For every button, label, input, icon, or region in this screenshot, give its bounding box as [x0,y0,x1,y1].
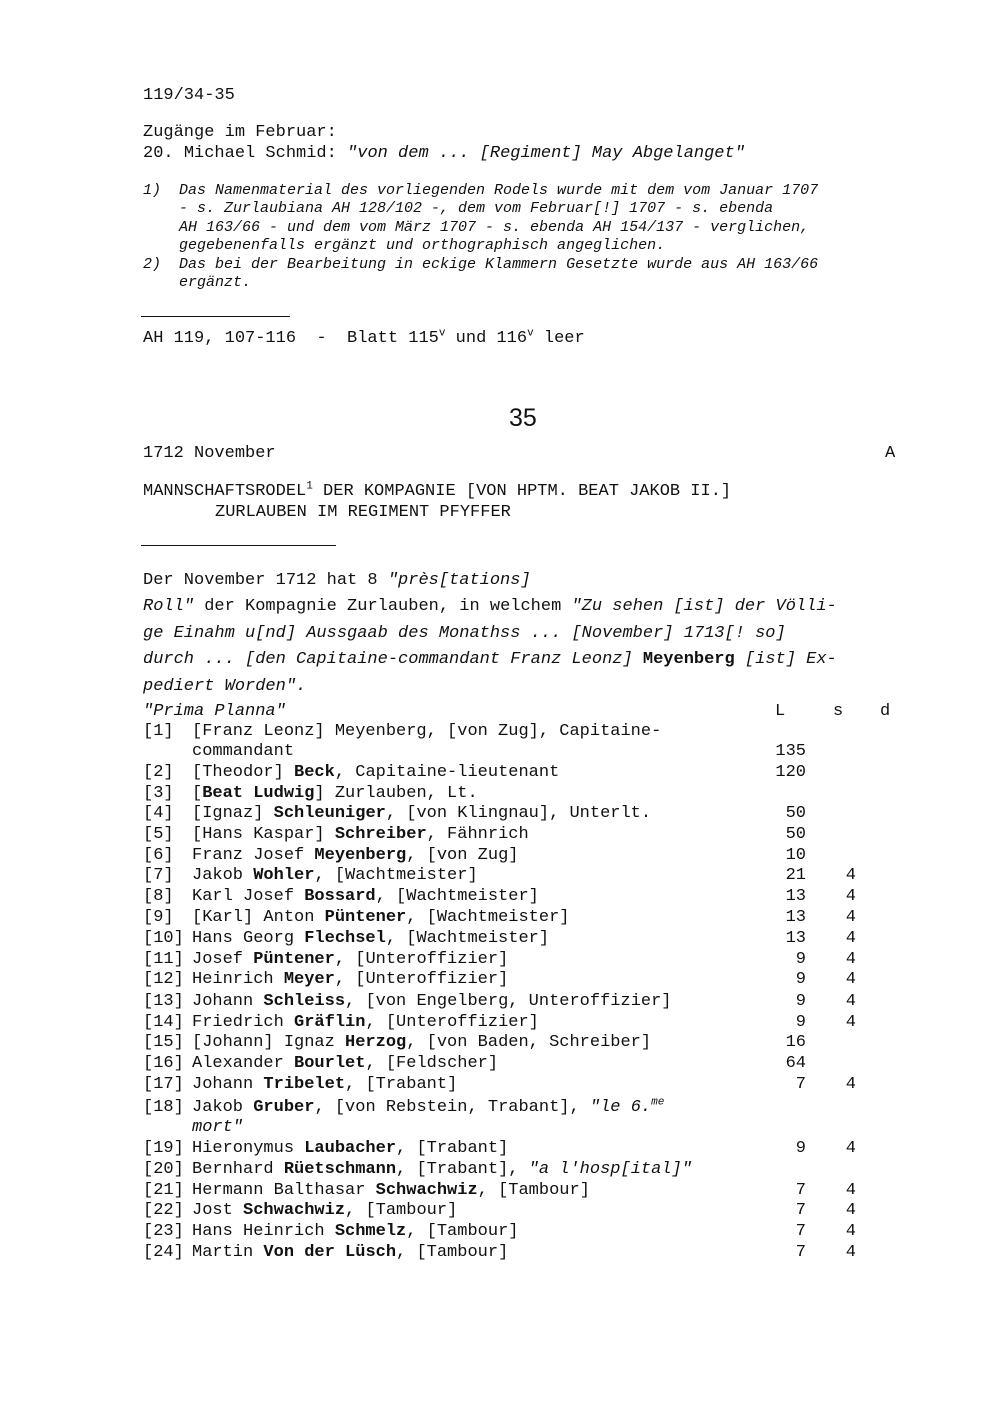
source-reference [143,329,585,348]
row-name [192,1181,590,1200]
column-header-s: s [833,702,844,721]
row-name [192,970,508,989]
row-name [192,825,529,844]
value-sols: 4 [845,929,856,948]
intro-line: ge Einahm u[nd] Aussgaab des Monathss ... [November] 1713[! so] [143,624,786,643]
value-livres: 13 [785,929,806,948]
row-text: Franz Josef [192,846,315,865]
row-remark: "le 6. [589,1098,652,1117]
value-sols: 4 [845,992,856,1011]
row-text: [ [192,784,203,803]
row-index: [17] [143,1075,184,1094]
row-index: [10] [143,929,184,948]
row-name [192,1013,539,1032]
title-text: MANNSCHAFTSRODEL [143,482,307,501]
row-index: [24] [143,1243,184,1262]
source-sup: v [438,327,446,340]
surname: Meyenberg [314,846,407,865]
value-livres: 16 [785,1033,806,1052]
row-index: [22] [143,1201,184,1220]
row-index: [16] [143,1054,184,1073]
row-text: , [Trabant] [345,1075,458,1094]
value-sols: 4 [845,950,856,969]
row-name [192,1243,508,1262]
intro-line [143,597,837,616]
intro-text: der Kompagnie Zurlauben, in welchem [194,597,572,616]
value-livres: 7 [795,1222,806,1241]
row-index: [19] [143,1139,184,1158]
row-text: , [von Baden, Schreiber] [406,1033,652,1052]
row-text: Jost [192,1201,244,1220]
value-livres: 9 [795,992,806,1011]
row-text: Jakob [192,1098,254,1117]
row-index: [12] [143,970,184,989]
value-sols: 4 [845,908,856,927]
row-text: [Ignaz] [192,804,274,823]
row-text: , Fähnrich [426,825,529,844]
intro-line [143,650,837,669]
row-text: [Johann] Ignaz [192,1033,346,1052]
document-letter: A [885,444,896,463]
row-name [192,1139,508,1158]
zugaenge-entry [143,144,745,163]
row-text: , [Trabant] [396,1139,509,1158]
surname: Schleuniger [273,804,386,823]
row-index: [6] [143,846,174,865]
row-name [192,1054,498,1073]
surname: Meyer [283,970,335,989]
row-index: [3] [143,784,174,803]
surname: Beat Ludwig [202,784,315,803]
row-index: [20] [143,1160,184,1179]
document-date: 1712 November [143,444,276,463]
row-text: , [Feldscher] [365,1054,499,1073]
row-text: Hermann Balthasar [192,1181,376,1200]
surname: Wohler [253,866,315,885]
document-title-line2: ZURLAUBEN IM REGIMENT PFYFFER [215,503,511,522]
row-text: , [Unteroffizier] [334,970,509,989]
row-name [192,804,651,823]
intro-quote: durch ... [den Capitaine-commandant Franz Leonz] [143,650,643,669]
value-sols: 4 [845,1181,856,1200]
row-text: , [von Engelberg, Unteroffizier] [345,992,672,1011]
row-text: Alexander [192,1054,295,1073]
row-index: [21] [143,1181,184,1200]
row-index: [18] [143,1098,184,1117]
value-livres: 9 [795,1139,806,1158]
intro-quote: [ist] Ex- [734,650,837,669]
surname: Herzog [345,1033,407,1052]
row-text: , [Tambour] [345,1201,458,1220]
row-name [192,722,661,741]
source-mid: und 116 [445,329,528,348]
row-text: Martin [192,1243,264,1262]
column-header-d: d [880,702,891,721]
value-sols: 4 [845,866,856,885]
row-name [192,887,539,906]
surname: Schmelz [334,1222,407,1241]
value-livres: 50 [785,825,806,844]
row-name [192,908,569,927]
intro-quote: Roll" [143,597,195,616]
surname: Von der Lüsch [263,1243,397,1262]
value-sols: 4 [845,1243,856,1262]
table-heading: "Prima Planna" [143,702,286,721]
section-number: 35 [509,404,537,432]
row-name [192,1201,457,1220]
intro-line: pediert Worden". [143,677,307,696]
row-name-continued: commandant [192,742,295,761]
row-text: Bernhard [192,1160,284,1179]
row-name [192,846,518,865]
surname: Rüetschmann [283,1160,397,1179]
row-text: , [von Rebstein, Trabant], [314,1098,590,1117]
surname: Püntener [253,950,335,969]
surname: Beck [294,763,335,782]
footnote-2-marker: 2) [143,256,162,273]
row-remark: "a l'hosp[ital]" [528,1160,692,1179]
row-index: [4] [143,804,174,823]
intro-line [143,571,531,590]
value-sols: 4 [845,970,856,989]
footnote-1-line: - s. Zurlaubiana AH 128/102 -, dem vom Februar[!] 1707 - s. ebenda [179,200,774,217]
row-index: [23] [143,1222,184,1241]
value-livres: 7 [795,1243,806,1262]
value-livres: 13 [785,908,806,927]
row-index: [2] [143,763,174,782]
value-livres: 9 [795,970,806,989]
intro-bold-name: Meyenberg [642,650,735,669]
value-livres: 10 [785,846,806,865]
title-footnote-ref: 1 [306,480,313,493]
row-text: , [Wachtmeister] [406,908,570,927]
surname: Flechsel [304,929,386,948]
row-text: Josef [192,950,254,969]
source-end: leer [533,329,585,348]
row-text: , [Tambour] [477,1181,590,1200]
value-sols: 4 [845,1013,856,1032]
value-livres: 7 [795,1201,806,1220]
row-text: , [Wachtmeister] [385,929,550,948]
row-text: [Hans Kaspar] [192,825,335,844]
row-index: [13] [143,992,184,1011]
row-text: [Franz Leonz] Meyenberg, [von Zug], Capitaine- [192,722,662,741]
title-divider [141,545,336,546]
row-remark-continued: mort" [192,1118,244,1137]
row-index: [1] [143,722,174,741]
row-name [192,950,508,969]
entry-number: 20. [143,144,174,163]
footnote-1-line: AH 163/66 - und dem vom März 1707 - s. ebenda AH 154/137 - verglichen, [179,219,810,236]
surname: Schleiss [263,992,346,1011]
row-index: [14] [143,1013,184,1032]
value-livres: 64 [785,1054,806,1073]
row-index: [8] [143,887,174,906]
value-sols: 4 [845,1075,856,1094]
value-sols: 4 [845,887,856,906]
intro-quote: "près[tations] [387,571,531,590]
surname: Schwachwiz [243,1201,346,1220]
row-text: , [Unteroffizier] [365,1013,539,1032]
value-sols: 4 [845,1222,856,1241]
source-ref-text: AH 119, 107-116 - Blatt 115 [143,329,439,348]
row-name [192,1075,457,1094]
row-text: Hieronymus [192,1139,305,1158]
document-title-line1 [143,482,731,501]
intro-text: Der November 1712 hat 8 [143,571,388,590]
value-livres: 120 [775,763,806,782]
row-text: Hans Georg [192,929,305,948]
surname: Gräflin [294,1013,366,1032]
title-text: DER KOMPAGNIE [VON HPTM. BEAT JAKOB II.] [312,482,732,501]
value-livres: 21 [785,866,806,885]
row-index: [11] [143,950,184,969]
value-livres: 135 [775,742,806,761]
row-index: [7] [143,866,174,885]
row-text: Hans Heinrich [192,1222,335,1241]
source-sup: v [527,327,534,340]
value-livres: 9 [795,1013,806,1032]
row-text: , [Wachtmeister] [375,887,539,906]
row-text: , [von Zug] [406,846,519,865]
zugaenge-heading: Zugänge im Februar: [143,123,337,142]
row-name [192,866,478,885]
row-text: , [Tambour] [406,1222,519,1241]
surname: Schwachwiz [375,1181,478,1200]
surname: Bossard [304,887,376,906]
row-text: Jakob [192,866,254,885]
value-sols: 4 [845,1201,856,1220]
row-name [192,1033,651,1052]
surname: Bourlet [294,1054,366,1073]
row-text: Johann [192,1075,264,1094]
value-livres: 7 [795,1075,806,1094]
row-text: , [Wachtmeister] [314,866,478,885]
row-text: [Theodor] [192,763,295,782]
footnote-1-line: Das Namenmaterial des vorliegenden Rodels wurde mit dem vom Januar 1707 [179,182,819,199]
footnote-2-line: Das bei der Bearbeitung in eckige Klammern Gesetzte wurde aus AH 163/66 [179,256,819,273]
row-text: , [Trabant], [396,1160,529,1179]
entry-quote: "von dem ... [Regiment] May Abgelanget" [347,144,745,163]
row-remark-sup: me [651,1096,665,1109]
intro-quote: "Zu sehen [ist] der Völli- [571,597,837,616]
surname: Schreiber [334,825,427,844]
value-livres: 50 [785,804,806,823]
entry-name: Michael Schmid: [183,144,348,163]
row-text: , [Unteroffizier] [334,950,509,969]
row-index: [9] [143,908,174,927]
row-text: , [Tambour] [396,1243,509,1262]
row-name [192,1160,692,1179]
row-text: Friedrich [192,1013,295,1032]
value-livres: 9 [795,950,806,969]
row-text: Karl Josef [192,887,305,906]
surname: Tribelet [263,1075,346,1094]
footnote-divider [141,316,290,317]
row-name [192,763,559,782]
row-text: Heinrich [192,970,284,989]
column-header-L: L [775,702,786,721]
footnote-2-line: ergänzt. [179,274,252,291]
row-text: , [von Klingnau], Unterlt. [385,804,652,823]
row-text: , Capitaine-lieutenant [334,763,560,782]
header-reference: 119/34-35 [143,86,235,105]
value-sols: 4 [845,1139,856,1158]
row-name [192,1098,664,1117]
row-text: ] Zurlauben, Lt. [314,784,478,803]
row-index: [15] [143,1033,184,1052]
row-name [192,784,478,803]
row-name [192,992,672,1011]
row-index: [5] [143,825,174,844]
row-name [192,929,549,948]
row-text: [Karl] Anton [192,908,325,927]
row-name [192,1222,518,1241]
surname: Püntener [324,908,407,927]
surname: Laubacher [304,1139,397,1158]
row-text: Johann [192,992,264,1011]
footnote-1-line: gegebenenfalls ergänzt und orthographisch angeglichen. [179,237,666,254]
surname: Gruber [253,1098,315,1117]
footnote-1-marker: 1) [143,182,162,199]
value-livres: 13 [785,887,806,906]
value-livres: 7 [795,1181,806,1200]
